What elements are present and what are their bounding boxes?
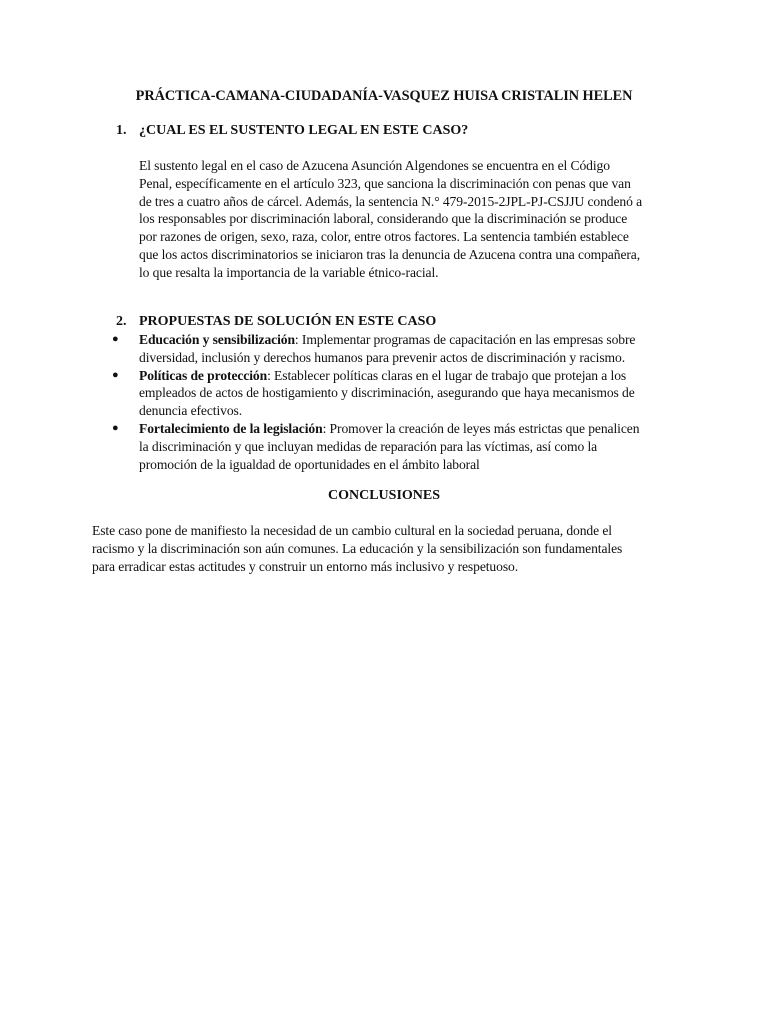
conclusions-heading: CONCLUSIONES xyxy=(327,488,441,503)
paragraph-line: que los actos discriminatorios se iniciaron tras la denuncia de Azucena contra una compañera, xyxy=(139,246,641,262)
list-item xyxy=(112,420,682,473)
bullet-text: diversidad, inclusión y derechos humanos para prevenir actos de discriminación y racismo. xyxy=(139,349,625,365)
section-2-number: 2. xyxy=(116,314,127,329)
bullet-text: empleados de actos de hostigamiento y discriminación, asegurando que haya mecanismos de xyxy=(139,385,635,401)
conclusions-paragraph xyxy=(92,522,682,575)
paragraph-line: Este caso pone de manifiesto la necesidad de un cambio cultural en la sociedad peruana, donde el xyxy=(92,523,612,538)
bullet-term: Fortalecimiento de la legislación xyxy=(139,420,323,436)
paragraph-line: para erradicar estas actitudes y construir un entorno más inclusivo y respetuoso. xyxy=(92,558,519,574)
paragraph-line: racismo y la discriminación son aún comunes. La educación y la sensibilización son fundamentales xyxy=(92,540,623,556)
section-1-title: ¿CUAL ES EL SUSTENTO LEGAL EN ESTE CASO? xyxy=(139,123,469,138)
bullet-text: denuncia efectivos. xyxy=(139,403,243,419)
section-1-paragraph xyxy=(139,157,679,282)
document-title: PRÁCTICA-CAMANA-CIUDADANÍA-VASQUEZ HUISA CRISTALIN HELEN xyxy=(135,88,633,104)
paragraph-line: El sustento legal en el caso de Azucena Asunción Algendones se encuentra en el Código xyxy=(139,158,610,173)
paragraph-line: de tres a cuatro años de cárcel. Además, la sentencia N.° 479-2015-2JPL-PJ-CSJJU condenó a xyxy=(139,193,643,209)
list-item xyxy=(112,331,682,367)
bullet-icon: ● xyxy=(112,421,119,434)
paragraph-line: por razones de origen, sexo, raza, color, entre otros factores. La sentencia también establece xyxy=(139,229,629,245)
bullet-text: : Promover la creación de leyes más estrictas que penalicen xyxy=(322,420,640,436)
bullet-text: la discriminación y que incluyan medidas de reparación para las víctimas, así como la xyxy=(139,438,598,454)
proposals-list xyxy=(112,331,682,473)
section-2-title: PROPUESTAS DE SOLUCIÓN EN ESTE CASO xyxy=(139,314,437,329)
paragraph-line: Penal, específicamente en el artículo 323, que sanciona la discriminación con penas que van xyxy=(139,175,631,191)
bullet-text: promoción de la igualdad de oportunidades en el ámbito laboral xyxy=(139,456,480,472)
bullet-icon: ● xyxy=(112,333,119,345)
bullet-term: Educación y sensibilización xyxy=(139,332,295,347)
paragraph-line: los responsables por discriminación laboral, considerando que la discriminación se produce xyxy=(139,211,628,227)
bullet-text: : Establecer políticas claras en el lugar de trabajo que protejan a los xyxy=(267,367,627,383)
bullet-term: Políticas de protección xyxy=(139,367,268,383)
section-1-number: 1. xyxy=(116,123,127,138)
bullet-icon: ● xyxy=(112,368,119,381)
bullet-text: : Implementar programas de capacitación en las empresas sobre xyxy=(294,332,636,347)
section-1-heading xyxy=(116,122,468,140)
section-2-heading xyxy=(116,313,436,331)
list-item xyxy=(112,367,682,420)
paragraph-line: lo que resalta la importancia de la variable étnico-racial. xyxy=(139,264,439,280)
